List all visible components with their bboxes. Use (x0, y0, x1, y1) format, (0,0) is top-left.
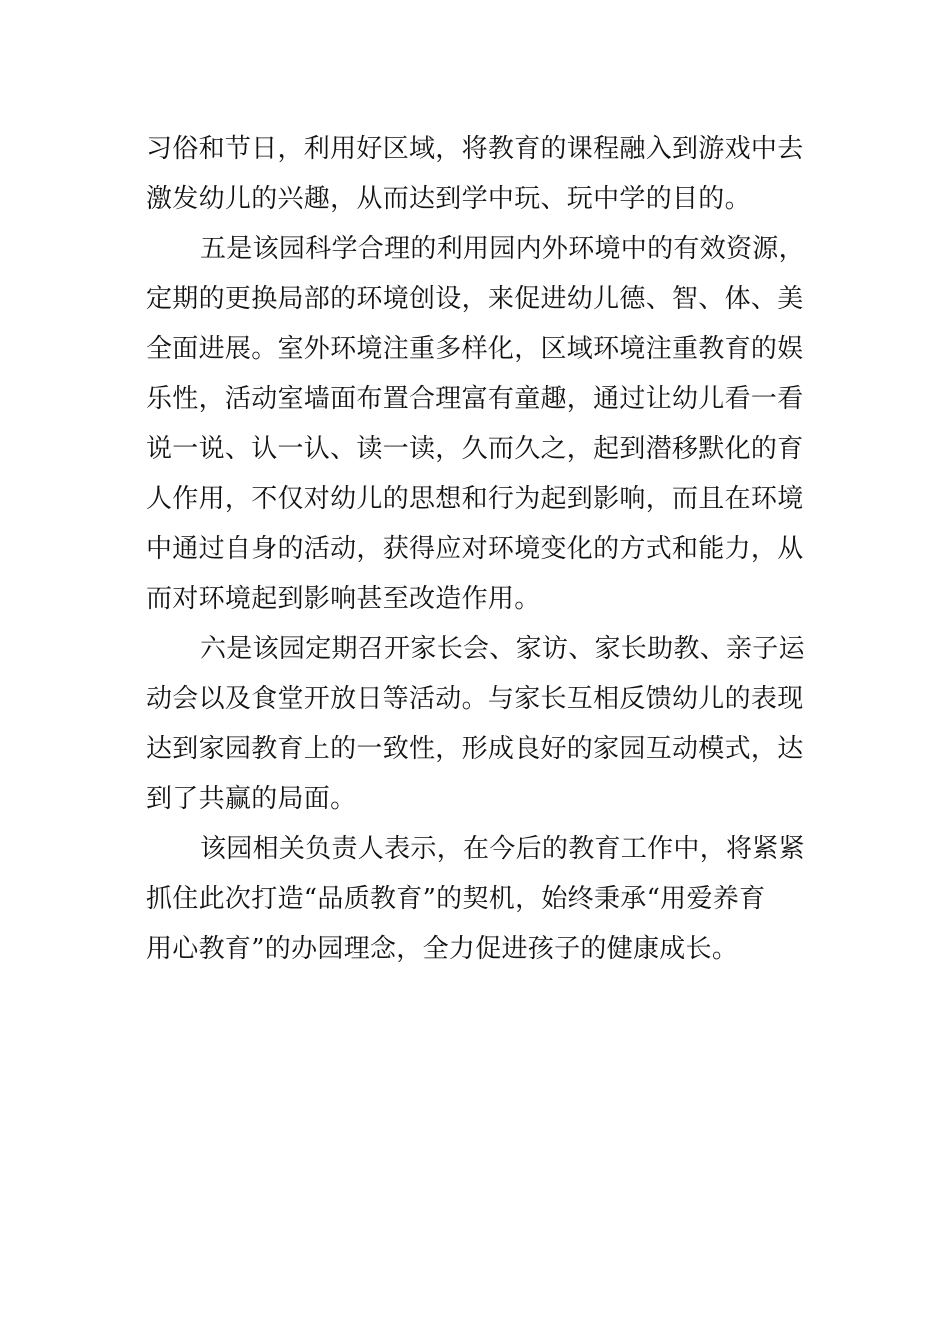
text-line: 而对环境起到影响甚至改造作用。 (146, 584, 541, 614)
document-body (146, 124, 806, 974)
text-line: 达到家园教育上的一致性，形成良好的家园互动模式，达 (146, 734, 804, 764)
text-line: 习俗和节日，利用好区域，将教育的课程融入到游戏中去 (146, 134, 804, 164)
text-line: 乐性，活动室墙面布置合理富有童趣，通过让幼儿看一看 (146, 384, 804, 414)
text-line: 激发幼儿的兴趣，从而达到学中玩、玩中学的目的。 (146, 184, 751, 214)
text-line: 抓住此次打造“品质教育”的契机，始终秉承“用爱养育 (146, 884, 766, 914)
paragraph-first-line: 五是该园科学合理的利用园内外环境中的有效资源， (200, 234, 805, 264)
text-line: 中通过自身的活动，获得应对环境变化的方式和能力，从 (146, 534, 804, 564)
text-line: 动会以及食堂开放日等活动。与家长互相反馈幼儿的表现 (146, 684, 804, 714)
paragraph-first-line: 该园相关负责人表示，在今后的教育工作中，将紧紧 (200, 834, 805, 864)
text-line: 到了共赢的局面。 (146, 784, 357, 814)
text-line: 用心教育”的办园理念，全力促进孩子的健康成长。 (146, 934, 739, 964)
text-line: 人作用，不仅对幼儿的思想和行为起到影响，而且在环境 (146, 484, 804, 514)
text-line: 说一说、认一认、读一读，久而久之，起到潜移默化的育 (146, 434, 804, 464)
text-line: 定期的更换局部的环境创设，来促进幼儿德、智、体、美 (146, 284, 804, 314)
paragraph-first-line: 六是该园定期召开家长会、家访、家长助教、亲子运 (200, 634, 805, 664)
text-line: 全面进展。室外环境注重多样化，区域环境注重教育的娱 (146, 334, 804, 364)
